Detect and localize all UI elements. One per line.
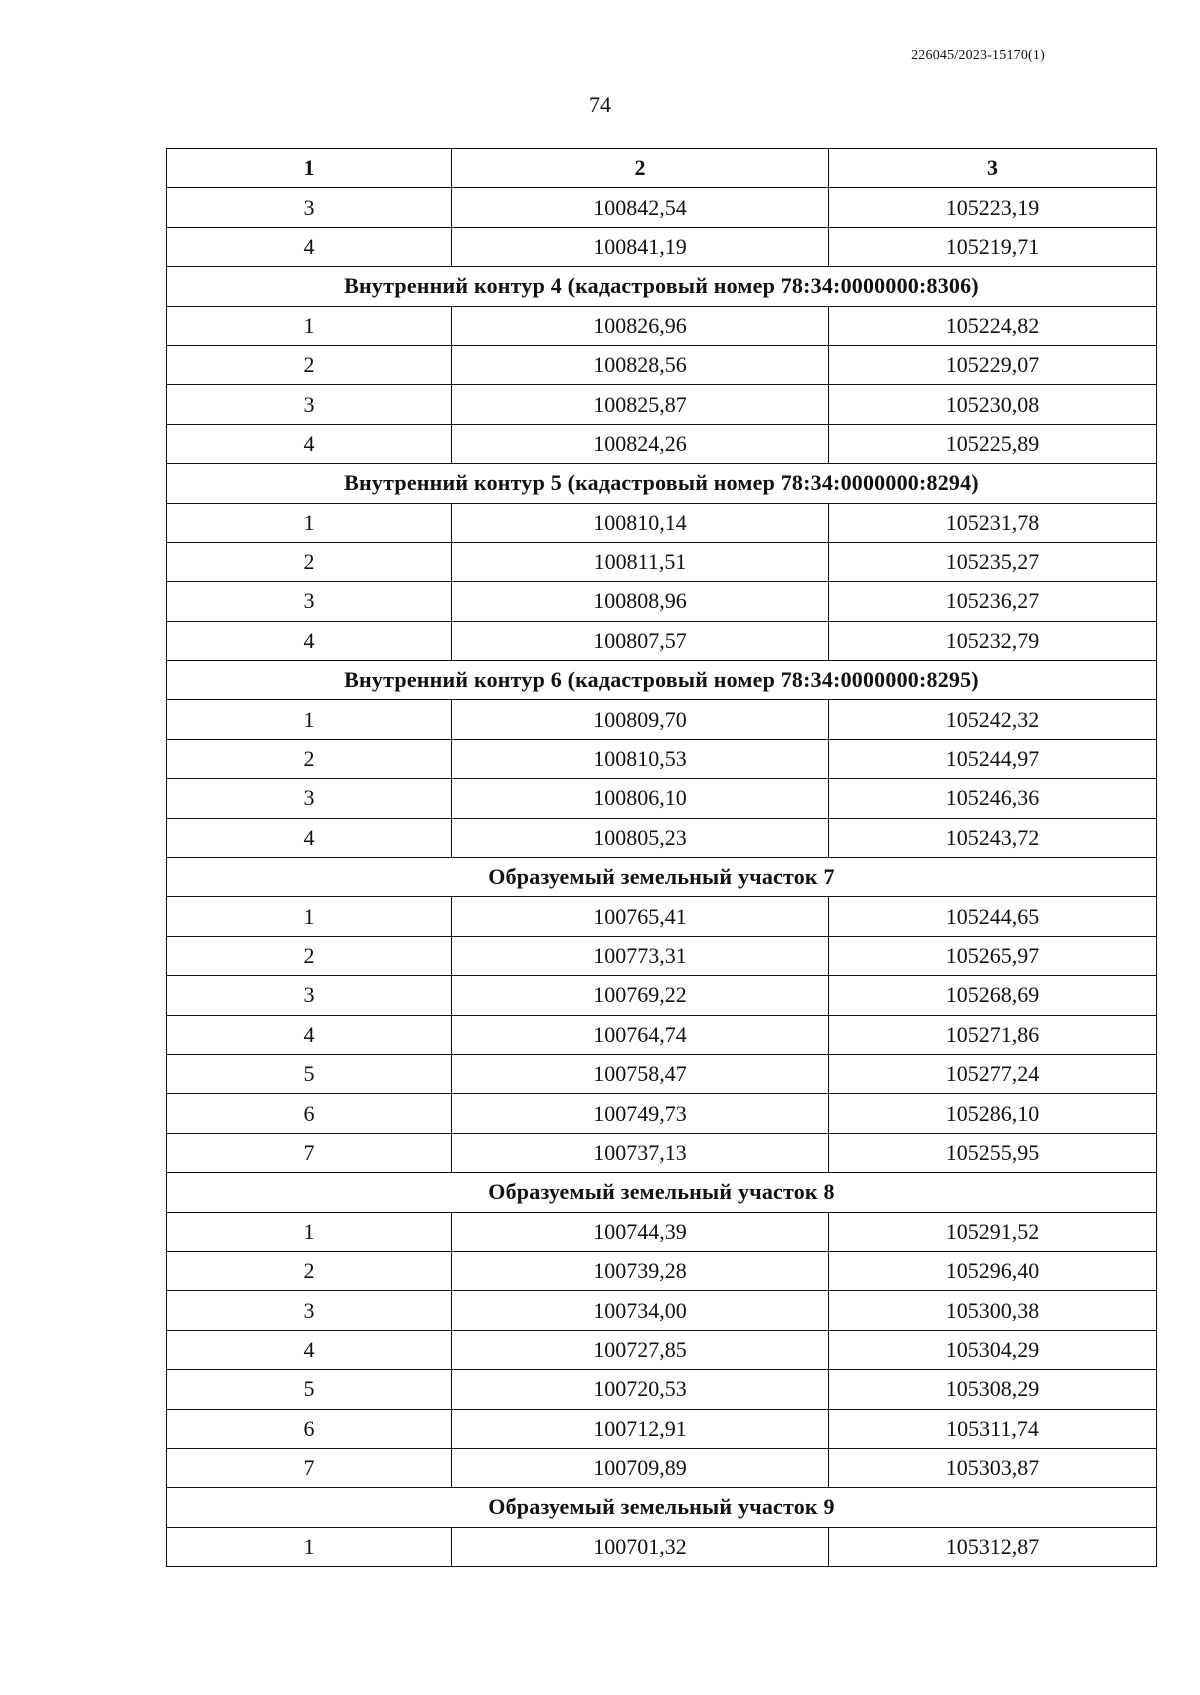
- x-coordinate-cell: 100727,85: [452, 1330, 829, 1369]
- y-coordinate-cell: 105291,52: [829, 1212, 1157, 1251]
- table-row: [167, 1370, 1157, 1409]
- section-title: Внутренний контур 4 (кадастровый номер 78:34:0000000:8306): [167, 267, 1157, 306]
- x-coordinate-cell: 100828,56: [452, 345, 829, 384]
- table-row: [167, 936, 1157, 975]
- table-row: [167, 976, 1157, 1015]
- table-row: [167, 621, 1157, 660]
- section-title: Образуемый земельный участок 7: [167, 858, 1157, 897]
- y-coordinate-cell: 105235,27: [829, 542, 1157, 581]
- point-number-cell: 3: [167, 188, 452, 227]
- table-row: [167, 1291, 1157, 1330]
- x-coordinate-cell: 100758,47: [452, 1054, 829, 1093]
- y-coordinate-cell: 105271,86: [829, 1015, 1157, 1054]
- y-coordinate-cell: 105231,78: [829, 503, 1157, 542]
- y-coordinate-cell: 105243,72: [829, 818, 1157, 857]
- point-number-cell: 4: [167, 1015, 452, 1054]
- table-row: [167, 188, 1157, 227]
- column-header-point: 1: [167, 149, 452, 188]
- section-title: Внутренний контур 5 (кадастровый номер 78:34:0000000:8294): [167, 464, 1157, 503]
- coordinates-table: [166, 148, 1157, 1567]
- x-coordinate-cell: 100810,14: [452, 503, 829, 542]
- x-coordinate-cell: 100709,89: [452, 1448, 829, 1487]
- y-coordinate-cell: 105242,32: [829, 700, 1157, 739]
- table-row: [167, 1133, 1157, 1172]
- table-row: [167, 1015, 1157, 1054]
- table-row: [167, 818, 1157, 857]
- table-body: [167, 188, 1157, 1567]
- point-number-cell: 3: [167, 385, 452, 424]
- x-coordinate-cell: 100744,39: [452, 1212, 829, 1251]
- table-row: [167, 306, 1157, 345]
- table-row: [167, 1448, 1157, 1487]
- x-coordinate-cell: 100712,91: [452, 1409, 829, 1448]
- table-row: [167, 582, 1157, 621]
- y-coordinate-cell: 105219,71: [829, 227, 1157, 266]
- point-number-cell: 4: [167, 1330, 452, 1369]
- table-row: [167, 1054, 1157, 1093]
- x-coordinate-cell: 100810,53: [452, 739, 829, 778]
- y-coordinate-cell: 105286,10: [829, 1094, 1157, 1133]
- y-coordinate-cell: 105303,87: [829, 1448, 1157, 1487]
- table-row: [167, 1409, 1157, 1448]
- point-number-cell: 6: [167, 1409, 452, 1448]
- y-coordinate-cell: 105265,97: [829, 936, 1157, 975]
- section-row: [167, 267, 1157, 306]
- y-coordinate-cell: 105308,29: [829, 1370, 1157, 1409]
- x-coordinate-cell: 100720,53: [452, 1370, 829, 1409]
- x-coordinate-cell: 100737,13: [452, 1133, 829, 1172]
- y-coordinate-cell: 105296,40: [829, 1251, 1157, 1290]
- column-header-x: 2: [452, 149, 829, 188]
- x-coordinate-cell: 100701,32: [452, 1527, 829, 1566]
- table-row: [167, 700, 1157, 739]
- document-id: 226045/2023-15170(1): [911, 48, 1045, 63]
- point-number-cell: 3: [167, 976, 452, 1015]
- page-number: 74: [589, 92, 611, 117]
- section-row: [167, 464, 1157, 503]
- table-row: [167, 739, 1157, 778]
- x-coordinate-cell: 100842,54: [452, 188, 829, 227]
- table-row: [167, 1094, 1157, 1133]
- table-row: [167, 542, 1157, 581]
- y-coordinate-cell: 105244,65: [829, 897, 1157, 936]
- point-number-cell: 4: [167, 818, 452, 857]
- table-row: [167, 1527, 1157, 1566]
- point-number-cell: 4: [167, 424, 452, 463]
- y-coordinate-cell: 105230,08: [829, 385, 1157, 424]
- point-number-cell: 3: [167, 779, 452, 818]
- table-row: [167, 1251, 1157, 1290]
- y-coordinate-cell: 105246,36: [829, 779, 1157, 818]
- y-coordinate-cell: 105224,82: [829, 306, 1157, 345]
- x-coordinate-cell: 100811,51: [452, 542, 829, 581]
- point-number-cell: 2: [167, 739, 452, 778]
- table-row: [167, 385, 1157, 424]
- y-coordinate-cell: 105311,74: [829, 1409, 1157, 1448]
- point-number-cell: 7: [167, 1448, 452, 1487]
- column-header-y: 3: [829, 149, 1157, 188]
- point-number-cell: 6: [167, 1094, 452, 1133]
- x-coordinate-cell: 100809,70: [452, 700, 829, 739]
- y-coordinate-cell: 105225,89: [829, 424, 1157, 463]
- x-coordinate-cell: 100749,73: [452, 1094, 829, 1133]
- x-coordinate-cell: 100765,41: [452, 897, 829, 936]
- point-number-cell: 1: [167, 1212, 452, 1251]
- table-row: [167, 424, 1157, 463]
- point-number-cell: 4: [167, 621, 452, 660]
- table-row: [167, 503, 1157, 542]
- point-number-cell: 1: [167, 503, 452, 542]
- table-row: [167, 1330, 1157, 1369]
- y-coordinate-cell: 105236,27: [829, 582, 1157, 621]
- point-number-cell: 5: [167, 1054, 452, 1093]
- point-number-cell: 1: [167, 897, 452, 936]
- table-row: [167, 345, 1157, 384]
- point-number-cell: 1: [167, 306, 452, 345]
- section-row: [167, 1173, 1157, 1212]
- y-coordinate-cell: 105304,29: [829, 1330, 1157, 1369]
- point-number-cell: 2: [167, 1251, 452, 1290]
- point-number-cell: 5: [167, 1370, 452, 1409]
- y-coordinate-cell: 105312,87: [829, 1527, 1157, 1566]
- x-coordinate-cell: 100826,96: [452, 306, 829, 345]
- x-coordinate-cell: 100841,19: [452, 227, 829, 266]
- point-number-cell: 4: [167, 227, 452, 266]
- x-coordinate-cell: 100806,10: [452, 779, 829, 818]
- y-coordinate-cell: 105232,79: [829, 621, 1157, 660]
- section-row: [167, 858, 1157, 897]
- point-number-cell: 2: [167, 542, 452, 581]
- point-number-cell: 1: [167, 700, 452, 739]
- y-coordinate-cell: 105223,19: [829, 188, 1157, 227]
- table-row: [167, 897, 1157, 936]
- x-coordinate-cell: 100769,22: [452, 976, 829, 1015]
- point-number-cell: 2: [167, 936, 452, 975]
- x-coordinate-cell: 100808,96: [452, 582, 829, 621]
- x-coordinate-cell: 100739,28: [452, 1251, 829, 1290]
- table-row: [167, 779, 1157, 818]
- y-coordinate-cell: 105255,95: [829, 1133, 1157, 1172]
- x-coordinate-cell: 100807,57: [452, 621, 829, 660]
- section-row: [167, 661, 1157, 700]
- y-coordinate-cell: 105244,97: [829, 739, 1157, 778]
- point-number-cell: 7: [167, 1133, 452, 1172]
- section-row: [167, 1488, 1157, 1527]
- x-coordinate-cell: 100773,31: [452, 936, 829, 975]
- section-title: Внутренний контур 6 (кадастровый номер 78:34:0000000:8295): [167, 661, 1157, 700]
- point-number-cell: 3: [167, 582, 452, 621]
- y-coordinate-cell: 105229,07: [829, 345, 1157, 384]
- point-number-cell: 1: [167, 1527, 452, 1566]
- y-coordinate-cell: 105268,69: [829, 976, 1157, 1015]
- x-coordinate-cell: 100805,23: [452, 818, 829, 857]
- x-coordinate-cell: 100824,26: [452, 424, 829, 463]
- y-coordinate-cell: 105300,38: [829, 1291, 1157, 1330]
- point-number-cell: 3: [167, 1291, 452, 1330]
- table-header-row: [167, 149, 1157, 188]
- x-coordinate-cell: 100764,74: [452, 1015, 829, 1054]
- x-coordinate-cell: 100734,00: [452, 1291, 829, 1330]
- x-coordinate-cell: 100825,87: [452, 385, 829, 424]
- y-coordinate-cell: 105277,24: [829, 1054, 1157, 1093]
- table-row: [167, 1212, 1157, 1251]
- point-number-cell: 2: [167, 345, 452, 384]
- section-title: Образуемый земельный участок 8: [167, 1173, 1157, 1212]
- section-title: Образуемый земельный участок 9: [167, 1488, 1157, 1527]
- table-row: [167, 227, 1157, 266]
